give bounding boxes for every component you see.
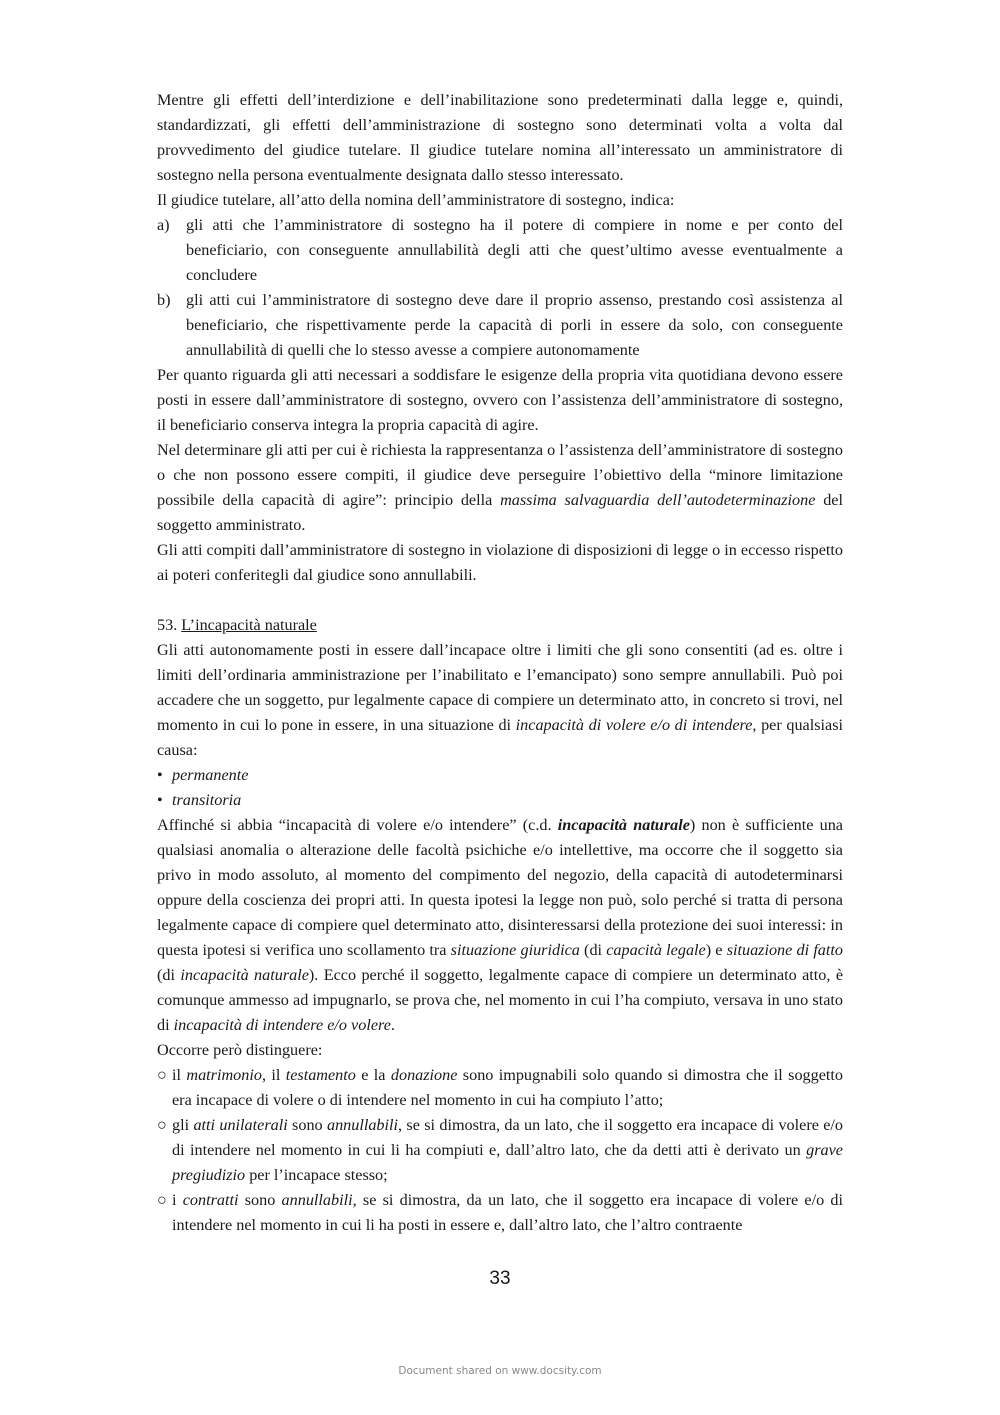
spacer bbox=[157, 588, 843, 613]
circle-item: ○ i contratti sono annullabili, se si dimostra, da un lato, che il soggetto era incapace di volere e/o di intendere nel momento in cui li ha posti in essere e, dall’altro lato, che l’altro contraente bbox=[157, 1188, 843, 1238]
section-title: L’incapacità naturale bbox=[181, 616, 317, 634]
list-marker: a) bbox=[157, 216, 170, 234]
bullet-item: • permanente bbox=[157, 763, 843, 788]
paragraph: Per quanto riguarda gli atti necessari a soddisfare le esigenze della propria vita quotidiana devono essere posti in essere dall’amministratore di sostegno, ovvero con l’assistenza dell’amministratore di sostegno, il beneficiario conserva integra la propria capacità di agire. bbox=[157, 366, 843, 434]
section-heading bbox=[157, 613, 843, 638]
paragraph: Affinché si abbia “incapacità di volere e/o intendere” (c.d. incapacità naturale) non è sufficiente una qualsiasi anomalia o alterazione delle facoltà psichiche e/o intellettive, ma occorre che il soggetto sia privo in modo assoluto, al momento del compimento del negozio, della capacità di autodeterminarsi oppure della coscienza dei propri atti. In questa ipotesi la legge non può, solo perché si tratta di persona legalmente capace di compiere quel determinato atto, disinteressarsi della protezione dei suoi interessi: in questa ipotesi si verifica uno scollamento tra situazione giuridica (di capacità legale) e situazione di fatto (di incapacità naturale). Ecco perché il soggetto, legalmente capace di compiere un determinato atto, è comunque ammesso ad impugnarlo, se prova che, nel momento in cui l’ha compiuto, versava in uno stato di incapacità di intendere e/o volere. bbox=[157, 816, 844, 1034]
circle-item: ○ il matrimonio, il testamento e la donazione sono impugnabili solo quando si dimostra che il soggetto era incapace di volere o di intendere nel momento in cui ha compiuto l’atto; bbox=[157, 1063, 843, 1113]
paragraph: Mentre gli effetti dell’interdizione e dell’inabilitazione sono predeterminati dalla legge e, quindi, standardizzati, gli effetti dell’amministrazione di sostegno sono determinati volta a volta dal provvedimento del giudice tutelare. Il giudice tutelare nomina all’interessato un amministratore di sostegno nella persona eventualmente designata dallo stesso interessato. bbox=[157, 91, 843, 184]
paragraph: Nel determinare gli atti per cui è richiesta la rappresentanza o l’assistenza dell’amministratore di sostegno o che non possono essere compiti, il giudice deve perseguire l’obiettivo della “minore limitazione possibile della capacità di agire”: principio della massima salvaguardia dell’autodeterminazione del soggetto amministrato. bbox=[157, 441, 843, 534]
footer-attribution: Document shared on www.docsity.com bbox=[398, 1365, 602, 1377]
section-number: 53. bbox=[157, 616, 182, 634]
list-marker: b) bbox=[157, 291, 171, 309]
bullet-icon: • bbox=[157, 791, 163, 809]
paragraph: Il giudice tutelare, all’atto della nomina dell’amministratore di sostegno, indica: bbox=[157, 191, 675, 209]
paragraph: Gli atti compiti dall’amministratore di sostegno in violazione di disposizioni di legge o in eccesso rispetto ai poteri conferitegli dal giudice sono annullabili. bbox=[157, 541, 843, 584]
paragraph: Gli atti autonomamente posti in essere dall’incapace oltre i limiti che gli sono consentiti (ad es. oltre i limiti dell’ordinaria amministrazione per l’inabilitato e l’emancipato) sono sempre annullabili. Può poi accadere che un soggetto, pur legalmente capace di compiere un determinato atto, in concreto si trovi, nel momento in cui lo pone in essere, in una situazione di incapacità di volere e/o di intendere, per qualsiasi causa: bbox=[157, 641, 843, 759]
circle-bullet-icon: ○ bbox=[157, 1066, 167, 1084]
bullet-icon: • bbox=[157, 766, 163, 784]
circle-bullet-icon: ○ bbox=[157, 1116, 167, 1134]
page-number: 33 bbox=[489, 1268, 511, 1289]
document-page bbox=[157, 88, 843, 1238]
circle-item: ○ gli atti unilaterali sono annullabili, se si dimostra, da un lato, che il soggetto era incapace di volere e/o di intendere nel momento in cui li ha compiuti e, dall’altro lato, che da detti atti è derivato un grave pregiudizio per l’incapace stesso; bbox=[157, 1113, 843, 1188]
list-item-a: a) gli atti che l’amministratore di sostegno ha il potere di compiere in nome e per conto del beneficiario, con conseguente annullabilità degli atti che quest’ultimo avesse eventualmente a concludere bbox=[157, 213, 843, 288]
paragraph: Occorre però distinguere: bbox=[157, 1041, 323, 1059]
list-item-b: b) gli atti cui l’amministratore di sostegno deve dare il proprio assenso, prestando così assistenza al beneficiario, che rispettivamente perde la capacità di porli in essere da solo, con conseguente annullabilità di quelli che lo stesso avesse a compiere autonomamente bbox=[157, 288, 843, 363]
bullet-item: • transitoria bbox=[157, 788, 843, 813]
circle-bullet-icon: ○ bbox=[157, 1191, 167, 1209]
